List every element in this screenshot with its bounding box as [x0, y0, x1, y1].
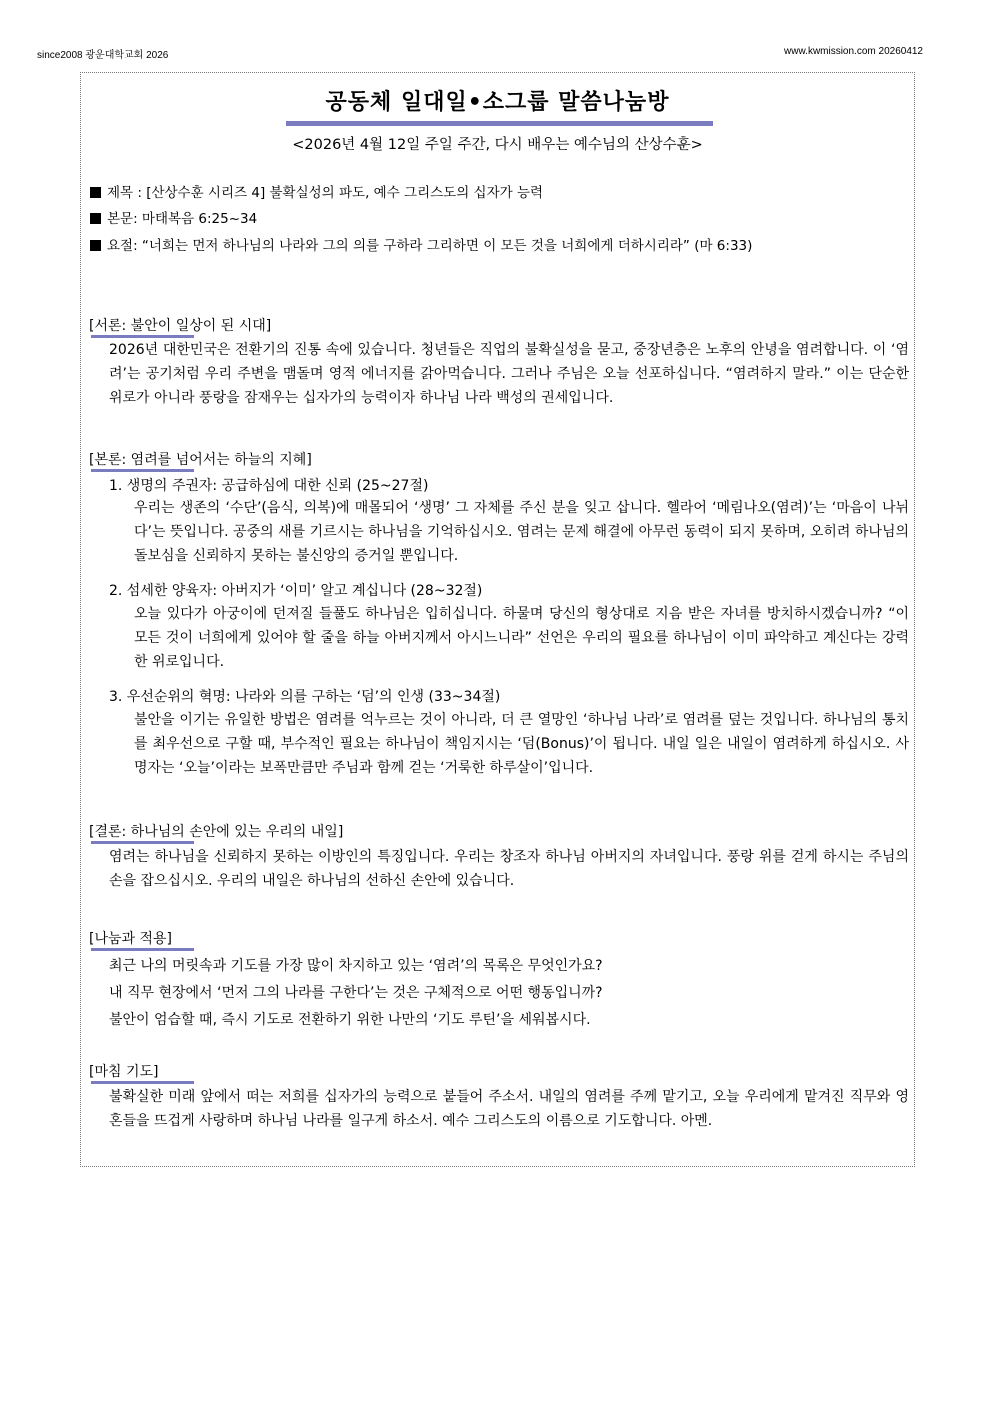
meta-title: 제목 : [산상수훈 시리즈 4] 불확실성의 파도, 예수 그리스도의 십자가 능력 — [90, 181, 543, 201]
section-heading-main: [본론: 염려를 넘어서는 하늘의 지혜] — [89, 449, 312, 469]
section-heading-conclusion: [결론: 하나님의 손안에 있는 우리의 내일] — [89, 821, 343, 841]
sharing-question: 내 직무 현장에서 ‘먼저 그의 나라를 구한다’는 것은 구체적으로 어떤 행동입니까? — [109, 985, 603, 1001]
meta-key-verse: 요절: “너희는 먼저 하나님의 나라와 그의 의를 구하라 그리하면 이 모든 것을 너희에게 더하시리라” (마 6:33) — [90, 234, 752, 254]
section-heading-intro: [서론: 불안이 일상이 된 시대] — [89, 315, 271, 335]
conclusion-body: 염려는 하나님을 신뢰하지 못하는 이방인의 특징입니다. 우리는 창조자 하나님 아버지의 자녀입니다. 풍랑 위를 걷게 하시는 주님의 손을 잡으십시오. 우리의 내일은 하나님의 선하신 손안에 있습니다. — [109, 849, 909, 889]
intro-body: 2026년 대한민국은 전환기의 진통 속에 있습니다. 청년들은 직업의 불확실성을 묻고, 중장년층은 노후의 안녕을 염려합니다. 이 ‘염려’는 공기처럼 우리 주변을 맴돌며 영적 에너지를 갉아먹습니다. 그러나 주님은 오늘 선포하십니다. “염려하지 말라.” 이는 단순한 위로가 아니라 풍랑을 잠재우는 십자가의 능력이자 하나님 나라 백성의 권세입니다. — [109, 342, 909, 406]
main-item-3-body: 불안을 이기는 유일한 방법은 염려를 억누르는 것이 아니라, 더 큰 열망인 ‘하나님 나라’로 염려를 덮는 것입니다. 하나님의 통치를 최우선으로 구할 때, 부수적인 필요는 하나님이 책임지시는 ‘덤(Bonus)’이 됩니다. 내일 일은 내일이 염려하게 하십시오. 사명자는 ‘오늘’이라는 보폭만큼만 주님과 함께 걷는 ‘거룩한 하루살이’입니다. — [134, 712, 909, 776]
prayer-body: 불확실한 미래 앞에서 떠는 저희를 십자가의 능력으로 붙들어 주소서. 내일의 염려를 주께 맡기고, 오늘 우리에게 맡겨진 직무와 영혼들을 뜨겁게 사랑하며 하나님 나라를 일구게 하소서. 예수 그리스도의 이름으로 기도합니다. 아멘. — [109, 1089, 909, 1129]
square-bullet-icon — [90, 213, 101, 224]
heading-underline — [91, 841, 194, 844]
section-heading-prayer: [마침 기도] — [89, 1061, 158, 1081]
main-item-2-body: 오늘 있다가 아궁이에 던져질 들풀도 하나님은 입히십니다. 하물며 당신의 형상대로 지음 받은 자녀를 방치하시겠습니까? “이 모든 것이 너희에게 있어야 할 줄을 하늘 아버지께서 아시느니라” 선언은 우리의 필요를 하나님이 이미 파악하고 계신다는 강력한 위로입니다. — [134, 606, 909, 670]
document-frame — [80, 72, 915, 1167]
main-item-2-title: 2. 섬세한 양육자: 아버지가 ‘이미’ 알고 계십니다 (28~32절) — [109, 583, 483, 599]
page-subtitle: <2026년 4월 12일 주일 주간, 다시 배우는 예수님의 산상수훈> — [292, 137, 703, 153]
section-heading-sharing: [나눔과 적용] — [89, 928, 172, 948]
main-item-1-body: 우리는 생존의 ‘수단’(음식, 의복)에 매몰되어 ‘생명’ 그 자체를 주신 분을 잊고 삽니다. 헬라어 ‘메림나오(염려)’는 ‘마음이 나뉘다’는 뜻입니다. 공중의 새를 기르시는 하나님을 기억하십시오. 염려는 문제 해결에 아무런 동력이 되지 못하며, 오히려 하나님의 돌보심을 신뢰하지 못하는 불신앙의 증거일 뿐입니다. — [134, 500, 909, 564]
main-item-1-title: 1. 생명의 주권자: 공급하심에 대한 신뢰 (25~27절) — [109, 478, 429, 494]
square-bullet-icon — [90, 240, 101, 251]
main-item-3-title: 3. 우선순위의 혁명: 나라와 의를 구하는 ‘덤’의 인생 (33~34절) — [109, 689, 501, 705]
heading-underline — [91, 1081, 194, 1084]
heading-underline — [91, 469, 194, 472]
heading-underline — [91, 948, 194, 951]
header-right-text: www.kwmission.com 20260412 — [784, 46, 923, 57]
sharing-question: 최근 나의 머릿속과 기도를 가장 많이 차지하고 있는 ‘염려’의 목록은 무엇인가요? — [109, 958, 603, 974]
header-left-text: since2008 광운대학교회 2026 — [37, 50, 169, 61]
sharing-question: 불안이 엄습할 때, 즉시 기도로 전환하기 위한 나만의 ‘기도 루틴’을 세워봅시다. — [109, 1012, 591, 1028]
title-underline-bar — [286, 121, 713, 126]
square-bullet-icon — [90, 187, 101, 198]
page-title: 공동체 일대일•소그룹 말씀나눔방 — [325, 90, 670, 115]
meta-scripture: 본문: 마태복음 6:25~34 — [90, 207, 257, 227]
